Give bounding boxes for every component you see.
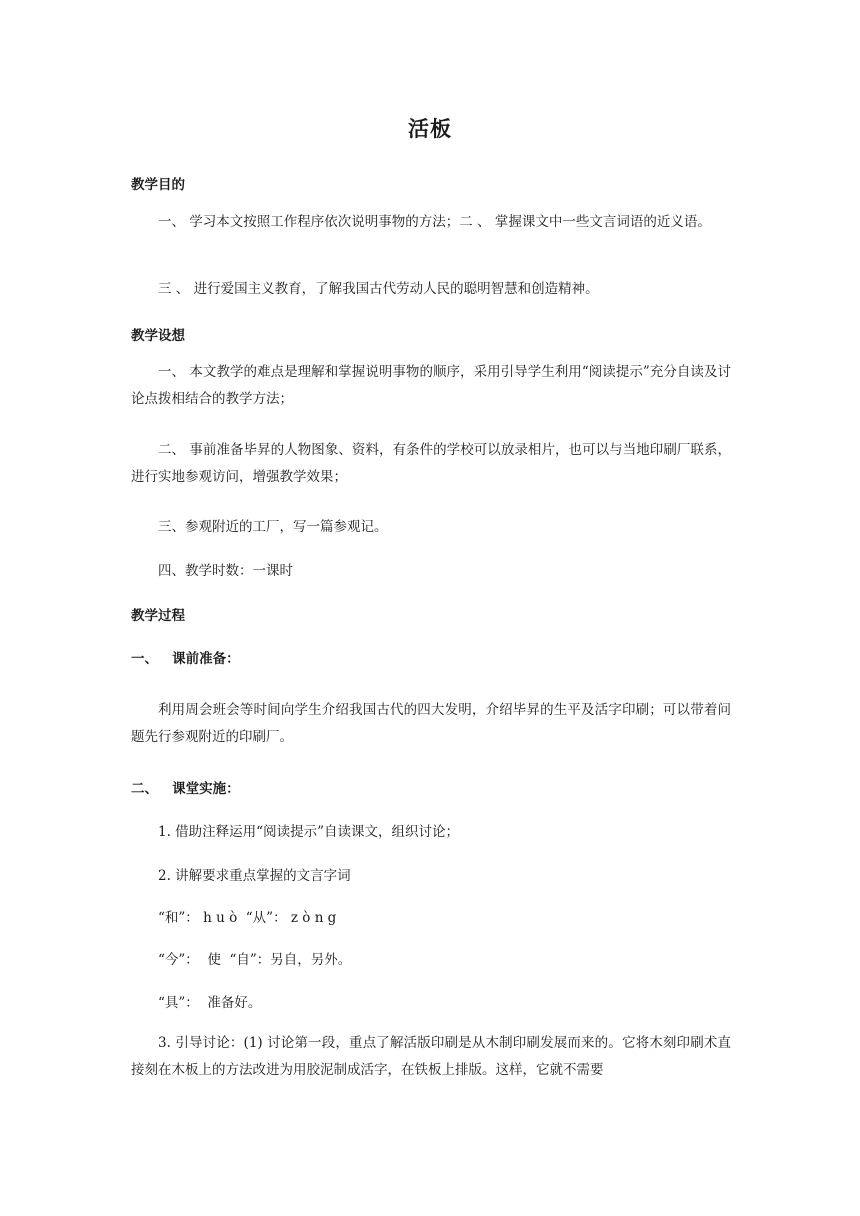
design-paragraph-3: 三、参观附近的工厂，写一篇参观记。 (158, 519, 388, 535)
design-paragraph-2: 二、 事前准备毕昇的人物图象、资料，有条件的学校可以放录相片，也可以与当地印刷厂联系，进行实地参观访问，增强教学效果； (131, 442, 731, 485)
classroom-vocab-1: “和”： h u ò “从”： z ò n g (158, 910, 337, 926)
heading-classroom: 二、 课堂实施： (131, 781, 240, 797)
classroom-vocab-3: “具”： 准备好。 (158, 995, 262, 1011)
classroom-item-1: 1. 借助注释运用“阅读提示”自读课文，组织讨论； (158, 824, 459, 840)
document-title: 活板 (408, 117, 452, 141)
classroom-item-3: 3. 引导讨论：(1) 讨论第一段，重点了解活版印刷是从木制印刷发展而来的。它将木刻印刷术直接刻在木板上的方法改进为用胶泥制成活字，在铁板上排版。这样，它就不需要 (131, 1035, 731, 1078)
heading-teaching-goals: 教学目的 (131, 177, 185, 193)
heading-preparation: 一、 课前准备： (131, 651, 240, 667)
heading-teaching-design: 教学设想 (131, 328, 185, 344)
design-paragraph-4: 四、教学时数：一课时 (158, 563, 293, 579)
goals-paragraph-1: 一、 学习本文按照工作程序依次说明事物的方法；二 、 掌握课文中一些文言词语的近义语。 (158, 214, 711, 230)
classroom-item-2: 2. 讲解要求重点掌握的文言字词 (158, 868, 351, 884)
preparation-paragraph: 利用周会班会等时间向学生介绍我国古代的四大发明，介绍毕昇的生平及活字印刷；可以带着问题先行参观附近的印刷厂。 (131, 702, 731, 745)
goals-paragraph-2: 三 、 进行爱国主义教育，了解我国古代劳动人民的聪明智慧和创造精神。 (158, 281, 599, 297)
classroom-vocab-2: “今”： 使 “自”：另自，另外。 (158, 952, 352, 968)
heading-teaching-process: 教学过程 (131, 608, 185, 624)
design-paragraph-1: 一、 本文教学的难点是理解和掌握说明事物的顺序，采用引导学生利用“阅读提示”充分自读及讨论点拨相结合的教学方法； (131, 364, 731, 407)
